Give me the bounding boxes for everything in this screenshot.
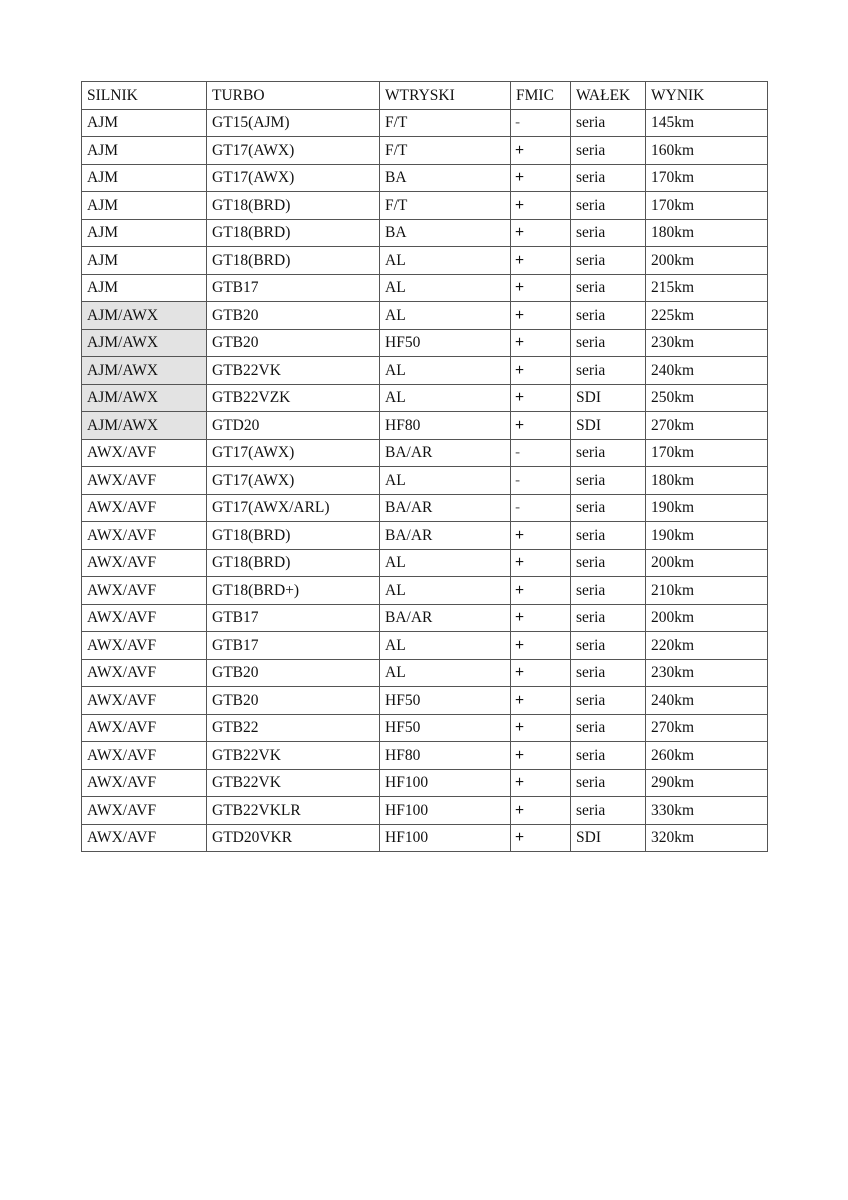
cell-silnik: AWX/AVF	[82, 494, 207, 522]
table-row	[82, 797, 768, 825]
cell-turbo: GTD20VKR	[207, 824, 380, 852]
cell-wynik: 225km	[646, 302, 768, 330]
cell-silnik: AJM	[82, 109, 207, 137]
cell-fmic: +	[511, 302, 571, 330]
table-row	[82, 329, 768, 357]
cell-fmic: +	[511, 219, 571, 247]
cell-walek: seria	[571, 577, 646, 605]
cell-wtryski: HF80	[380, 412, 511, 440]
cell-walek: seria	[571, 439, 646, 467]
table-row	[82, 824, 768, 852]
cell-silnik: AWX/AVF	[82, 577, 207, 605]
cell-turbo: GTB20	[207, 302, 380, 330]
cell-turbo: GTB22VKLR	[207, 797, 380, 825]
table-row	[82, 109, 768, 137]
cell-wtryski: AL	[380, 384, 511, 412]
cell-silnik: AWX/AVF	[82, 797, 207, 825]
table-row	[82, 467, 768, 495]
cell-silnik: AWX/AVF	[82, 769, 207, 797]
cell-wtryski: F/T	[380, 109, 511, 137]
cell-fmic: +	[511, 659, 571, 687]
cell-silnik: AJM	[82, 274, 207, 302]
cell-wynik: 200km	[646, 247, 768, 275]
cell-turbo: GTD20	[207, 412, 380, 440]
cell-walek: seria	[571, 797, 646, 825]
cell-wtryski: HF100	[380, 824, 511, 852]
cell-wynik: 190km	[646, 494, 768, 522]
table-row	[82, 137, 768, 165]
cell-walek: seria	[571, 687, 646, 715]
cell-wynik: 270km	[646, 412, 768, 440]
cell-silnik: AWX/AVF	[82, 522, 207, 550]
cell-walek: seria	[571, 769, 646, 797]
header-wynik: WYNIK	[646, 82, 768, 110]
header-fmic: FMIC	[511, 82, 571, 110]
cell-turbo: GTB22VK	[207, 357, 380, 385]
cell-walek: seria	[571, 137, 646, 165]
table-row	[82, 357, 768, 385]
cell-wtryski: AL	[380, 632, 511, 660]
cell-wtryski: BA	[380, 219, 511, 247]
cell-wtryski: AL	[380, 247, 511, 275]
cell-fmic: +	[511, 412, 571, 440]
cell-turbo: GT17(AWX)	[207, 164, 380, 192]
cell-wtryski: BA/AR	[380, 494, 511, 522]
cell-wtryski: HF80	[380, 742, 511, 770]
tuning-results-table	[81, 81, 768, 852]
cell-wynik: 215km	[646, 274, 768, 302]
table-row	[82, 302, 768, 330]
cell-wynik: 270km	[646, 714, 768, 742]
cell-wynik: 330km	[646, 797, 768, 825]
cell-fmic: +	[511, 357, 571, 385]
cell-turbo: GT18(BRD)	[207, 522, 380, 550]
table-header	[82, 82, 768, 110]
table-row	[82, 164, 768, 192]
cell-silnik: AJM/AWX	[82, 384, 207, 412]
cell-walek: seria	[571, 604, 646, 632]
table-row	[82, 742, 768, 770]
cell-wtryski: F/T	[380, 192, 511, 220]
cell-silnik: AJM/AWX	[82, 302, 207, 330]
cell-walek: seria	[571, 164, 646, 192]
cell-fmic: +	[511, 192, 571, 220]
table-row	[82, 412, 768, 440]
cell-fmic: +	[511, 384, 571, 412]
cell-turbo: GT17(AWX)	[207, 439, 380, 467]
cell-turbo: GT15(AJM)	[207, 109, 380, 137]
cell-walek: seria	[571, 714, 646, 742]
header-row	[82, 82, 768, 110]
cell-wynik: 160km	[646, 137, 768, 165]
cell-wtryski: BA/AR	[380, 604, 511, 632]
table-row	[82, 274, 768, 302]
cell-wynik: 220km	[646, 632, 768, 660]
table-row	[82, 439, 768, 467]
table-row	[82, 659, 768, 687]
cell-wynik: 170km	[646, 192, 768, 220]
cell-turbo: GT18(BRD)	[207, 549, 380, 577]
cell-wynik: 240km	[646, 687, 768, 715]
cell-fmic: -	[511, 467, 571, 495]
table-body	[82, 109, 768, 852]
table-row	[82, 577, 768, 605]
table-row	[82, 769, 768, 797]
cell-wynik: 320km	[646, 824, 768, 852]
table-row	[82, 494, 768, 522]
cell-turbo: GTB17	[207, 274, 380, 302]
cell-walek: seria	[571, 109, 646, 137]
cell-wtryski: BA/AR	[380, 522, 511, 550]
cell-wynik: 180km	[646, 219, 768, 247]
cell-wtryski: AL	[380, 577, 511, 605]
cell-fmic: +	[511, 549, 571, 577]
cell-turbo: GTB20	[207, 329, 380, 357]
header-turbo: TURBO	[207, 82, 380, 110]
cell-turbo: GTB20	[207, 659, 380, 687]
cell-silnik: AWX/AVF	[82, 604, 207, 632]
cell-silnik: AJM	[82, 219, 207, 247]
cell-walek: seria	[571, 742, 646, 770]
cell-fmic: +	[511, 687, 571, 715]
cell-silnik: AWX/AVF	[82, 742, 207, 770]
cell-wtryski: HF100	[380, 797, 511, 825]
cell-turbo: GTB22VK	[207, 769, 380, 797]
cell-walek: seria	[571, 192, 646, 220]
table-row	[82, 219, 768, 247]
cell-fmic: +	[511, 577, 571, 605]
cell-walek: seria	[571, 247, 646, 275]
cell-walek: seria	[571, 494, 646, 522]
cell-fmic: +	[511, 274, 571, 302]
cell-turbo: GT18(BRD+)	[207, 577, 380, 605]
cell-fmic: +	[511, 604, 571, 632]
cell-silnik: AWX/AVF	[82, 714, 207, 742]
cell-wtryski: HF50	[380, 329, 511, 357]
cell-wtryski: F/T	[380, 137, 511, 165]
cell-silnik: AJM	[82, 164, 207, 192]
cell-fmic: +	[511, 137, 571, 165]
cell-turbo: GTB17	[207, 632, 380, 660]
cell-wynik: 210km	[646, 577, 768, 605]
cell-wtryski: HF50	[380, 687, 511, 715]
cell-silnik: AJM	[82, 192, 207, 220]
cell-wynik: 200km	[646, 549, 768, 577]
cell-silnik: AWX/AVF	[82, 824, 207, 852]
cell-wtryski: AL	[380, 274, 511, 302]
cell-fmic: +	[511, 824, 571, 852]
cell-fmic: +	[511, 797, 571, 825]
table-row	[82, 549, 768, 577]
cell-wtryski: AL	[380, 467, 511, 495]
cell-silnik: AJM/AWX	[82, 329, 207, 357]
cell-wynik: 180km	[646, 467, 768, 495]
cell-walek: SDI	[571, 412, 646, 440]
cell-wynik: 230km	[646, 329, 768, 357]
cell-wtryski: AL	[380, 302, 511, 330]
cell-walek: seria	[571, 219, 646, 247]
cell-fmic: +	[511, 742, 571, 770]
cell-silnik: AJM/AWX	[82, 412, 207, 440]
cell-walek: SDI	[571, 824, 646, 852]
cell-wynik: 200km	[646, 604, 768, 632]
cell-wynik: 170km	[646, 439, 768, 467]
cell-wynik: 170km	[646, 164, 768, 192]
cell-wtryski: HF100	[380, 769, 511, 797]
cell-silnik: AJM	[82, 137, 207, 165]
cell-walek: seria	[571, 632, 646, 660]
cell-turbo: GTB22VZK	[207, 384, 380, 412]
cell-wynik: 260km	[646, 742, 768, 770]
cell-turbo: GTB22VK	[207, 742, 380, 770]
cell-silnik: AJM	[82, 247, 207, 275]
cell-walek: seria	[571, 467, 646, 495]
cell-walek: seria	[571, 659, 646, 687]
cell-wynik: 145km	[646, 109, 768, 137]
cell-walek: seria	[571, 357, 646, 385]
table-row	[82, 384, 768, 412]
cell-wynik: 190km	[646, 522, 768, 550]
cell-fmic: -	[511, 439, 571, 467]
cell-silnik: AWX/AVF	[82, 687, 207, 715]
cell-fmic: +	[511, 769, 571, 797]
cell-fmic: +	[511, 714, 571, 742]
cell-walek: seria	[571, 522, 646, 550]
table-row	[82, 714, 768, 742]
cell-wynik: 250km	[646, 384, 768, 412]
cell-turbo: GT18(BRD)	[207, 247, 380, 275]
cell-silnik: AJM/AWX	[82, 357, 207, 385]
cell-silnik: AWX/AVF	[82, 659, 207, 687]
cell-fmic: +	[511, 632, 571, 660]
table-row	[82, 247, 768, 275]
cell-wynik: 230km	[646, 659, 768, 687]
cell-turbo: GT18(BRD)	[207, 192, 380, 220]
cell-turbo: GT17(AWX)	[207, 467, 380, 495]
header-silnik: SILNIK	[82, 82, 207, 110]
table-row	[82, 632, 768, 660]
cell-fmic: +	[511, 522, 571, 550]
cell-fmic: +	[511, 329, 571, 357]
cell-wynik: 290km	[646, 769, 768, 797]
cell-wtryski: AL	[380, 549, 511, 577]
header-walek: WAŁEK	[571, 82, 646, 110]
cell-silnik: AWX/AVF	[82, 439, 207, 467]
cell-turbo: GTB20	[207, 687, 380, 715]
cell-walek: seria	[571, 274, 646, 302]
cell-silnik: AWX/AVF	[82, 549, 207, 577]
cell-walek: seria	[571, 329, 646, 357]
cell-turbo: GTB22	[207, 714, 380, 742]
table-row	[82, 687, 768, 715]
cell-wtryski: HF50	[380, 714, 511, 742]
cell-silnik: AWX/AVF	[82, 467, 207, 495]
cell-wtryski: AL	[380, 357, 511, 385]
cell-turbo: GT17(AWX/ARL)	[207, 494, 380, 522]
table-row	[82, 604, 768, 632]
table-row	[82, 192, 768, 220]
cell-fmic: -	[511, 109, 571, 137]
cell-wynik: 240km	[646, 357, 768, 385]
cell-wtryski: BA/AR	[380, 439, 511, 467]
table-row	[82, 522, 768, 550]
cell-walek: seria	[571, 549, 646, 577]
cell-fmic: -	[511, 494, 571, 522]
cell-turbo: GT18(BRD)	[207, 219, 380, 247]
cell-turbo: GTB17	[207, 604, 380, 632]
cell-silnik: AWX/AVF	[82, 632, 207, 660]
cell-walek: seria	[571, 302, 646, 330]
header-wtryski: WTRYSKI	[380, 82, 511, 110]
cell-fmic: +	[511, 247, 571, 275]
cell-turbo: GT17(AWX)	[207, 137, 380, 165]
cell-fmic: +	[511, 164, 571, 192]
cell-walek: SDI	[571, 384, 646, 412]
cell-wtryski: AL	[380, 659, 511, 687]
cell-wtryski: BA	[380, 164, 511, 192]
